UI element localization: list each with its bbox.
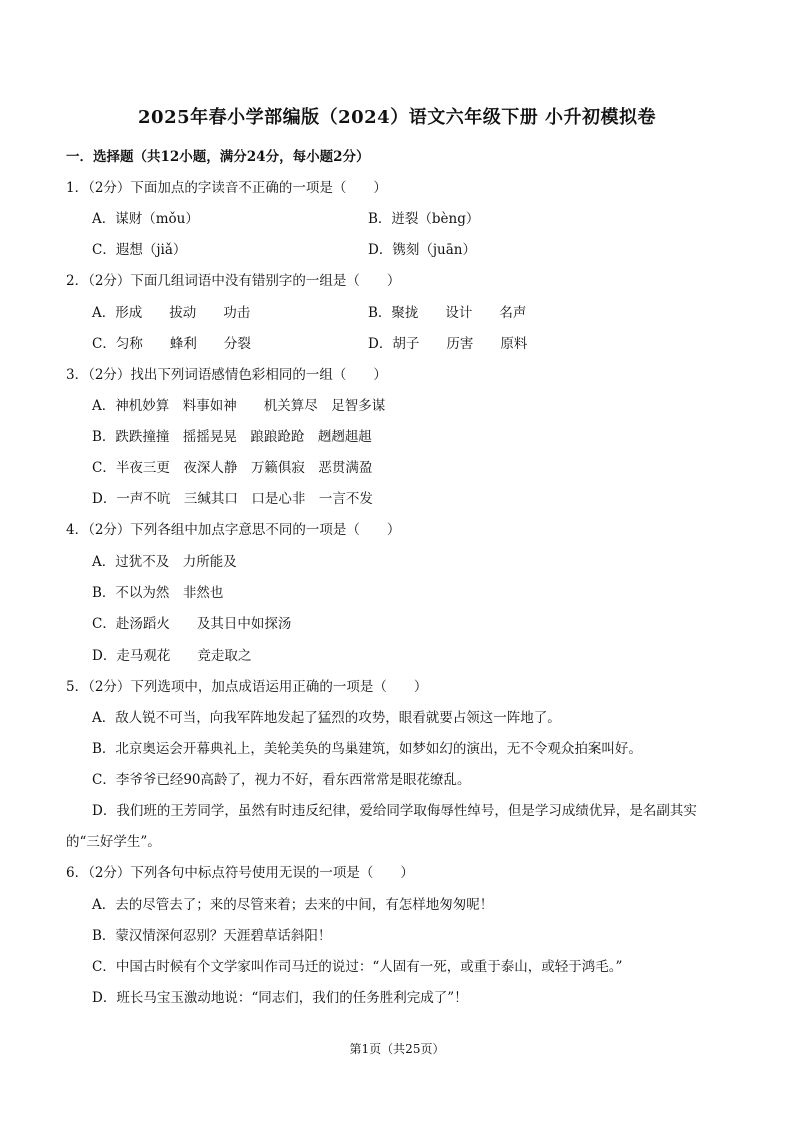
question-4-option-d: D．走马观花 竞走取之 [92, 648, 252, 664]
question-6-option-c: C．中国古时候有个文学家叫作司马迁的说过：“人固有一死，或重于泰山，或轻于鸿毛。” [92, 959, 623, 975]
question-6-option-d: D．班长马宝玉激动地说：“同志们，我们的任务胜利完成了”！ [92, 990, 468, 1006]
question-5-option-c: C．李爷爷已经90高龄了，视力不好，看东西常常是眼花缭乱。 [92, 772, 471, 788]
question-4-option-c: C．赴汤蹈火 及其日中如探汤 [92, 616, 292, 632]
section-heading: 一．选择题（共12小题，满分24分，每小题2分） [66, 149, 370, 165]
question-5-stem: 5．（2分）下列选项中，加点成语运用正确的一项是（ ） [66, 679, 428, 695]
question-6-option-a: A．去的尽管去了；来的尽管来着；去来的中间，有怎样地匆匆呢！ [92, 897, 494, 913]
question-1-option-a: A．谋财（mǒu） [92, 211, 199, 227]
page-footer: 第1页（共25页） [349, 1042, 445, 1056]
question-6-option-b: B．蒙汉情深何忍别？天涯碧草话斜阳！ [92, 928, 332, 944]
question-2-option-d: D．胡子 历害 原料 [368, 336, 528, 352]
question-3-option-d: D．一声不吭 三缄其口 口是心非 一言不发 [92, 491, 373, 507]
question-4-option-b: B．不以为然 非然也 [92, 585, 224, 601]
question-6-stem: 6．（2分）下列各句中标点符号使用无误的一项是（ ） [66, 865, 414, 881]
question-3-option-b: B．跌跌撞撞 摇摇晃晃 踉踉跄跄 趔趔趄趄 [92, 429, 372, 445]
question-1-stem: 1．（2分）下面加点的字读音不正确的一项是（ ） [66, 180, 387, 196]
question-2-stem: 2．（2分）下面几组词语中没有错别字的一组是（ ） [66, 273, 401, 289]
question-1-option-d: D．镌刻（juān） [368, 242, 476, 258]
question-2-option-a: A．形成 拔动 功击 [92, 305, 251, 321]
question-5-option-b: B．北京奥运会开幕典礼上，美轮美奂的鸟巢建筑，如梦如幻的演出，无不令观众拍案叫好。 [92, 741, 642, 757]
question-3-stem: 3．（2分）找出下列词语感情色彩相同的一组（ ） [66, 367, 387, 383]
question-3-option-c: C．半夜三更 夜深人静 万籁俱寂 恶贯满盈 [92, 460, 373, 476]
question-5-option-d: D．我们班的王芳同学，虽然有时违反纪律，爱给同学取侮辱性绰号，但是学习成绩优异，是名副其实 [92, 803, 697, 819]
question-4-stem: 4．（2分）下列各组中加点字意思不同的一项是（ ） [66, 522, 401, 538]
page-title: 2025年春小学部编版（2024）语文六年级下册 小升初模拟卷 [138, 107, 656, 128]
question-2-option-c: C．匀称 蜂利 分裂 [92, 336, 251, 352]
question-4-option-a: A．过犹不及 力所能及 [92, 554, 237, 570]
question-3-option-a: A．神机妙算 料事如神 机关算尽 足智多谋 [92, 398, 386, 414]
question-1-option-b: B．迸裂（bèng） [368, 211, 480, 227]
question-5-option-a: A．敌人锐不可当，向我军阵地发起了猛烈的攻势，眼看就要占领这一阵地了。 [92, 710, 561, 726]
question-1-option-c: C．遐想（jiǎ） [92, 242, 187, 258]
question-2-option-b: B．聚拢 设计 名声 [368, 305, 527, 321]
question-5-option-d-continuation: 的“三好学生”。 [66, 834, 161, 850]
